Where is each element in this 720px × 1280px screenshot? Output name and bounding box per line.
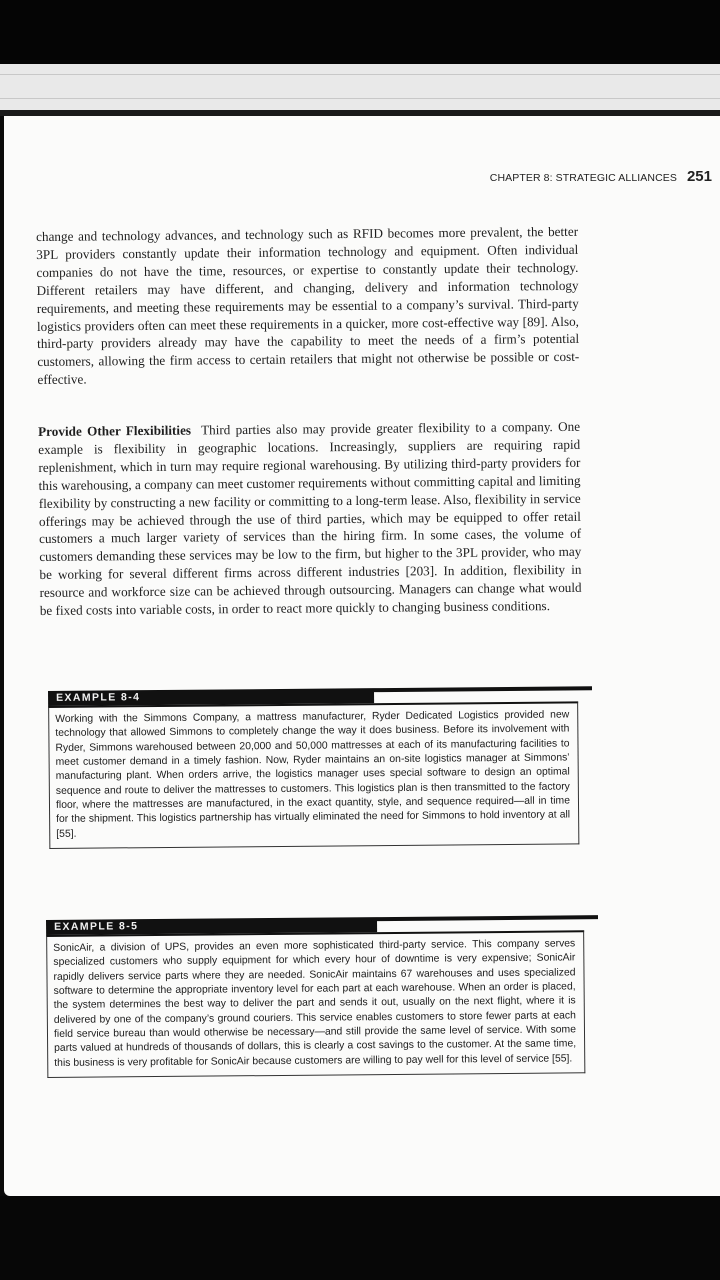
chapter-title: CHAPTER 8: STRATEGIC ALLIANCES xyxy=(489,172,677,184)
book-page xyxy=(4,116,720,1196)
body-paragraph-flexibilities xyxy=(38,418,582,620)
top-dark-margin xyxy=(0,0,720,64)
running-head xyxy=(490,168,712,188)
example-text: Working with the Simmons Company, a mattress manufacturer, Ryder Dedicated Logistics provided new technology that allowed Simmons to completely change the way it does business. Before its involvement with Ryder, Simmons warehoused between 20,000 and 50,000 mattresses at each of its manufacturing facilities to meet customer demand in a timely fashion. Now, Ryder maintains an on-site logistics manager at Simmons’ manufacturing plant. When orders arrive, the logistics manager uses special software to design an optimal sequence and route to deliver the mattresses to customers. This logistics plan is then transmitted to the factory floor, where the mattresses are manufactured, in the exact quantity, style, and sequence required—all in time for the shipment. This logistics partnership has virtually eliminated the need for Simmons to hold inventory at all [55]. xyxy=(48,701,579,849)
page-number: 251 xyxy=(686,168,712,185)
example-label: EXAMPLE 8-4 xyxy=(48,688,374,706)
bottom-dark-margin xyxy=(0,1196,720,1280)
scanner-background-strip xyxy=(0,64,720,112)
example-text: SonicAir, a division of UPS, provides an even more sophisticated third-party service. This company serves specialized customers who supply equipment for which every hour of downtime is very expensive; SonicAir rapidly delivers service parts where they are needed. SonicAir maintains 67 warehouses and uses specialized software to determine the appropriate inventory level for each part at each warehouse. When an order is placed, the system determines the best way to deliver the part and sends it out, usually on the next flight, where it is delivered by one of the company’s ground couriers. This service enables customers to store fewer parts at each field service bureau than would otherwise be necessary—and still provide the same level of service. With some parts valued at hundreds of thousands of dollars, this is clearly a cost savings to the customer. At the same time, this business is very profitable for SonicAir because customers are willing to pay well for this level of service [55]. xyxy=(46,930,585,1078)
example-label: EXAMPLE 8-5 xyxy=(46,917,377,935)
body-paragraph: change and technology advances, and technology such as RFID becomes more prevalent, the better 3PL providers constantly update their information technology and equipment. Often individual companies do not have the time, resources, or expertise to constantly update their technology. Different retailers may have different, and changing, delivery and information technology requirements, and meeting these requirements may be essential to a company’s survival. Third-party logistics providers often can meet these requirements in a quicker, more cost-effective way [89]. Also, third-party providers already may have the capability to meet the needs of a firm’s potential customers, allowing the firm access to certain retailers that might not otherwise be possible or cost-effective. xyxy=(36,223,580,388)
example-box-8-4 xyxy=(48,686,579,849)
paragraph-heading: Provide Other Flexibilities xyxy=(38,422,192,439)
example-box-8-5 xyxy=(46,915,585,1078)
paragraph-text: Third parties also may provide greater flexibility to a company. One example is flexibility in geographic locations. Increasingly, suppliers are requiring rapid replenishment, which in turn may require regional warehousing. By utilizing third-party providers for this warehousing, a company can meet customer requirements without committing capital and limiting flexibility by constructing a new facility or committing to a long-term lease. Also, flexibility in service offerings may be achieved through the use of third parties, which may be equipped to offer retail customers a much larger variety of services than the hiring firm. In some cases, the volume of customers demanding these services may be low to the firm, but higher to the 3PL provider, who may be working for several different firms across different industries [203]. In addition, flexibility in resource and workforce size can be achieved through outsourcing. Managers can change what would be fixed costs into variable costs, in order to react more quickly to changing business conditions. xyxy=(38,418,582,619)
